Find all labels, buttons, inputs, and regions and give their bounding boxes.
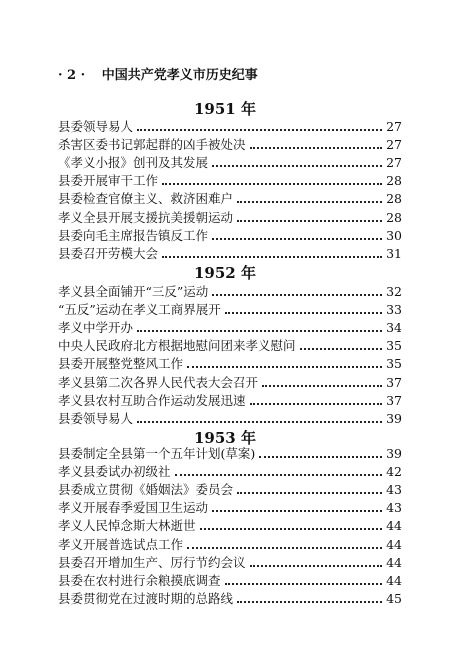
entry-page-number: 28	[386, 191, 402, 207]
dot-leader	[162, 183, 382, 185]
page-header	[58, 64, 258, 83]
book-title: 中国共产党孝义市历史纪事	[101, 68, 258, 83]
toc-entry[interactable]	[58, 590, 402, 608]
entry-page-number: 44	[386, 536, 402, 552]
entry-title: 县委开展审干工作	[58, 173, 159, 189]
dot-leader	[137, 421, 382, 423]
dot-leader	[137, 330, 382, 332]
entry-title: 县委领导易人	[58, 119, 134, 134]
entry-title: 孝义中学开办	[58, 320, 134, 336]
dot-leader	[187, 366, 382, 368]
toc-entry[interactable]	[58, 227, 402, 245]
entry-title: 孝义县全面铺开“三反”运动	[58, 284, 209, 299]
dot-leader	[162, 256, 382, 258]
dot-leader	[250, 403, 383, 405]
entry-page-number: 37	[386, 374, 402, 390]
toc-entry[interactable]	[58, 517, 402, 535]
entry-page-number: 28	[386, 173, 402, 189]
entry-page-number: 39	[386, 446, 402, 461]
toc-entry[interactable]	[58, 481, 402, 499]
toc-entry[interactable]	[58, 572, 402, 590]
entry-page-number: 28	[386, 209, 402, 225]
toc-entry[interactable]	[58, 283, 402, 301]
entry-title: 杀害区委书记郭起群的凶手被处决	[58, 137, 246, 153]
entry-page-number: 27	[386, 119, 402, 134]
toc-entry[interactable]	[58, 499, 402, 517]
entry-page-number: 27	[386, 137, 402, 153]
entry-page-number: 32	[386, 284, 402, 299]
dot-leader	[237, 201, 382, 203]
entry-title: 县委开展整党整风工作	[58, 356, 184, 372]
entry-title: 孝义人民悼念斯大林逝世	[58, 518, 196, 534]
toc-entry[interactable]	[58, 209, 402, 227]
toc-entry[interactable]	[58, 172, 402, 190]
toc-entry[interactable]	[58, 319, 402, 337]
entry-page-number: 33	[386, 302, 402, 318]
dot-leader	[187, 547, 382, 549]
entry-page-number: 44	[386, 554, 402, 570]
entry-page-number: 45	[386, 590, 402, 606]
entry-title: 县委贯彻党在过渡时期的总路线	[58, 590, 234, 606]
dot-leader	[300, 348, 383, 350]
entry-title: 《孝义小报》创刊及其发展	[58, 155, 209, 171]
entry-title: 县委制定全县第一个五年计划(草案)	[58, 446, 256, 461]
dot-leader	[259, 456, 382, 458]
toc-entry[interactable]	[58, 136, 402, 154]
dot-leader	[200, 528, 383, 530]
entry-title: 孝义全县开展支援抗美援朝运动	[58, 209, 234, 225]
entry-page-number: 44	[386, 572, 402, 588]
entry-page-number: 44	[386, 518, 402, 534]
entry-page-number: 27	[386, 155, 402, 171]
entry-title: 中央人民政府北方根据地慰问团来孝义慰问	[58, 338, 296, 354]
toc-entry[interactable]	[58, 392, 402, 410]
entry-page-number: 34	[386, 320, 402, 336]
toc-entry[interactable]	[58, 554, 402, 572]
entry-title: 县委向毛主席报告镇反工作	[58, 227, 209, 243]
entry-page-number: 35	[386, 338, 402, 354]
entry-title: 县委成立贯彻《婚姻法》委员会	[58, 482, 234, 498]
page-number: · 2 ·	[58, 68, 86, 83]
toc-entry[interactable]	[58, 337, 402, 355]
year-heading: 1952 年	[194, 264, 256, 282]
entry-title: “五反”运动在孝义工商界展开	[58, 302, 221, 318]
entry-title: 孝义县第二次各界人民代表大会召开	[58, 374, 259, 390]
dot-leader	[212, 165, 382, 167]
entry-page-number: 37	[386, 392, 402, 408]
toc-entry[interactable]	[58, 301, 402, 319]
dot-leader	[212, 510, 382, 512]
dot-leader	[237, 220, 382, 222]
dot-leader	[225, 312, 382, 314]
dot-leader	[225, 583, 383, 585]
dot-leader	[212, 238, 382, 240]
toc-entry[interactable]	[58, 445, 402, 463]
dot-leader	[175, 474, 383, 476]
toc-entry[interactable]	[58, 410, 402, 428]
toc-entry[interactable]	[58, 245, 402, 263]
entry-title: 县委召开劳模大会	[58, 245, 159, 261]
entry-title: 县委领导易人	[58, 410, 134, 426]
entry-title: 孝义开展普选试点工作	[58, 536, 184, 552]
year-heading: 1951 年	[194, 100, 256, 118]
entry-page-number: 42	[386, 464, 402, 480]
entry-title: 县委召开增加生产、厉行节约会议	[58, 554, 246, 570]
year-heading: 1953 年	[194, 429, 256, 447]
toc-entry[interactable]	[58, 118, 402, 136]
dot-leader	[237, 601, 382, 603]
entry-title: 县委在农村进行余粮摸底调查	[58, 572, 221, 588]
entry-page-number: 31	[386, 245, 402, 261]
dot-leader	[262, 385, 382, 387]
dot-leader	[250, 565, 383, 567]
dot-leader	[237, 492, 382, 494]
entry-page-number: 43	[386, 482, 402, 498]
entry-title: 孝义县农村互助合作运动发展迅速	[58, 392, 246, 408]
entry-title: 孝义县委试办初级社	[58, 464, 171, 480]
toc-entry[interactable]	[58, 190, 402, 208]
dot-leader	[250, 147, 383, 149]
dot-leader	[212, 294, 382, 296]
toc-entry[interactable]	[58, 154, 402, 172]
entry-page-number: 39	[386, 410, 402, 426]
entry-page-number: 35	[386, 356, 402, 372]
toc-entry[interactable]	[58, 536, 402, 554]
toc-entry[interactable]	[58, 374, 402, 392]
toc-entry[interactable]	[58, 355, 402, 373]
toc-entry[interactable]	[58, 463, 402, 481]
entry-page-number: 30	[386, 227, 402, 243]
entry-title: 孝义开展春季爱国卫生运动	[58, 500, 209, 516]
dot-leader	[137, 129, 382, 131]
entry-page-number: 43	[386, 500, 402, 516]
entry-title: 县委检查官僚主义、救济困难户	[58, 191, 234, 207]
